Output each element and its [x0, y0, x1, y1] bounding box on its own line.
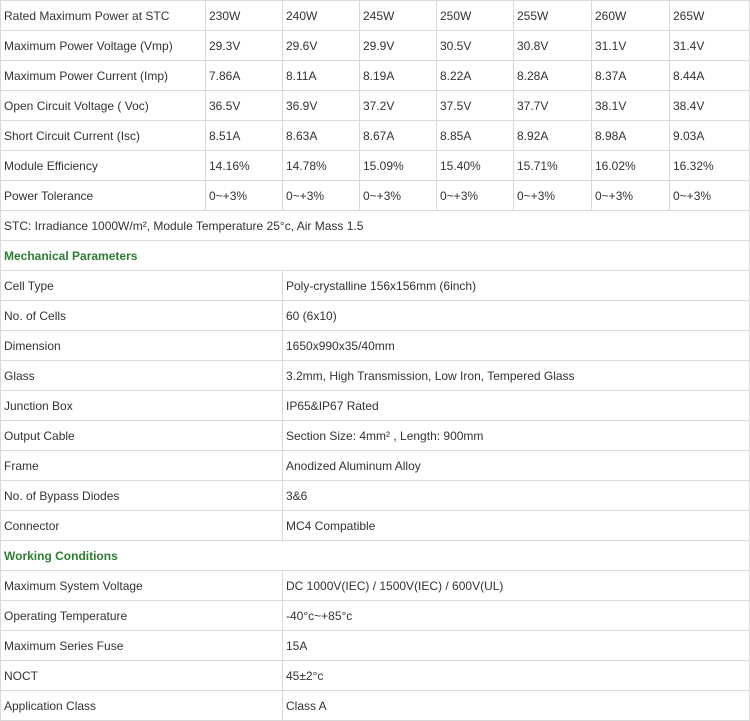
value-cell: 245W — [360, 1, 437, 31]
value-cell: 9.03A — [670, 121, 750, 151]
value-application-class: Class A — [283, 691, 750, 721]
row-application-class — [1, 691, 750, 721]
value-cell: 255W — [514, 1, 592, 31]
value-cell: 15.40% — [437, 151, 514, 181]
value-cell: 29.3V — [206, 31, 283, 61]
value-cell: 14.16% — [206, 151, 283, 181]
row-no-of-cells — [1, 301, 750, 331]
label-efficiency: Module Efficiency — [1, 151, 206, 181]
value-cell: 36.5V — [206, 91, 283, 121]
value-cell: 8.37A — [592, 61, 670, 91]
value-no-of-cells: 60 (6x10) — [283, 301, 750, 331]
row-cell-type — [1, 271, 750, 301]
row-isc — [1, 121, 750, 151]
value-cell: 0~+3% — [592, 181, 670, 211]
value-operating-temperature: -40°c~+85°c — [283, 601, 750, 631]
value-cell: 16.32% — [670, 151, 750, 181]
value-cell: 230W — [206, 1, 283, 31]
label-output-cable: Output Cable — [1, 421, 283, 451]
stc-note: STC: Irradiance 1000W/m², Module Temperature 25°c, Air Mass 1.5 — [1, 211, 750, 241]
row-efficiency — [1, 151, 750, 181]
value-cell: 8.22A — [437, 61, 514, 91]
value-dimension: 1650x990x35/40mm — [283, 331, 750, 361]
label-imp: Maximum Power Current (Imp) — [1, 61, 206, 91]
value-cell: 37.2V — [360, 91, 437, 121]
row-rated-power — [1, 1, 750, 31]
label-no-of-cells: No. of Cells — [1, 301, 283, 331]
row-junction-box — [1, 391, 750, 421]
label-cell-type: Cell Type — [1, 271, 283, 301]
value-cell: 8.63A — [283, 121, 360, 151]
mechanical-section-heading: Mechanical Parameters — [1, 241, 750, 271]
label-max-series-fuse: Maximum Series Fuse — [1, 631, 283, 661]
row-mechanical-heading — [1, 241, 750, 271]
row-bypass-diodes — [1, 481, 750, 511]
value-cell: 0~+3% — [437, 181, 514, 211]
value-cell: 0~+3% — [283, 181, 360, 211]
label-isc: Short Circuit Current (Isc) — [1, 121, 206, 151]
label-max-system-voltage: Maximum System Voltage — [1, 571, 283, 601]
row-output-cable — [1, 421, 750, 451]
row-connector — [1, 511, 750, 541]
value-cell: 14.78% — [283, 151, 360, 181]
value-cell: 29.6V — [283, 31, 360, 61]
row-imp — [1, 61, 750, 91]
row-operating-temperature — [1, 601, 750, 631]
value-cell: 31.4V — [670, 31, 750, 61]
value-cell: 8.67A — [360, 121, 437, 151]
value-cell: 8.51A — [206, 121, 283, 151]
value-cell: 0~+3% — [360, 181, 437, 211]
value-cell: 15.71% — [514, 151, 592, 181]
value-cell: 30.5V — [437, 31, 514, 61]
label-voc: Open Circuit Voltage ( Voc) — [1, 91, 206, 121]
row-working-heading — [1, 541, 750, 571]
value-cell: 0~+3% — [514, 181, 592, 211]
value-cell: 31.1V — [592, 31, 670, 61]
label-frame: Frame — [1, 451, 283, 481]
value-cell: 8.98A — [592, 121, 670, 151]
label-rated-power: Rated Maximum Power at STC — [1, 1, 206, 31]
value-cell: 37.5V — [437, 91, 514, 121]
value-cell: 250W — [437, 1, 514, 31]
value-cell: 15.09% — [360, 151, 437, 181]
label-bypass-diodes: No. of Bypass Diodes — [1, 481, 283, 511]
label-dimension: Dimension — [1, 331, 283, 361]
value-cell: 8.44A — [670, 61, 750, 91]
label-vmp: Maximum Power Voltage (Vmp) — [1, 31, 206, 61]
row-stc-note — [1, 211, 750, 241]
value-connector: MC4 Compatible — [283, 511, 750, 541]
value-cell: 38.1V — [592, 91, 670, 121]
value-cell: 8.92A — [514, 121, 592, 151]
value-cell: 7.86A — [206, 61, 283, 91]
value-cell: 265W — [670, 1, 750, 31]
value-cell: 0~+3% — [670, 181, 750, 211]
row-frame — [1, 451, 750, 481]
label-tolerance: Power Tolerance — [1, 181, 206, 211]
value-max-system-voltage: DC 1000V(IEC) / 1500V(IEC) / 600V(UL) — [283, 571, 750, 601]
working-section-heading: Working Conditions — [1, 541, 750, 571]
row-max-series-fuse — [1, 631, 750, 661]
value-cell: 8.19A — [360, 61, 437, 91]
row-voc — [1, 91, 750, 121]
label-connector: Connector — [1, 511, 283, 541]
value-noct: 45±2°c — [283, 661, 750, 691]
row-glass — [1, 361, 750, 391]
row-tolerance — [1, 181, 750, 211]
value-cell: 30.8V — [514, 31, 592, 61]
value-cell: 8.11A — [283, 61, 360, 91]
value-cell: 8.85A — [437, 121, 514, 151]
value-frame: Anodized Aluminum Alloy — [283, 451, 750, 481]
value-output-cable: Section Size: 4mm² , Length: 900mm — [283, 421, 750, 451]
value-cell: 240W — [283, 1, 360, 31]
row-noct — [1, 661, 750, 691]
value-max-series-fuse: 15A — [283, 631, 750, 661]
row-dimension — [1, 331, 750, 361]
value-cell: 38.4V — [670, 91, 750, 121]
value-cell: 29.9V — [360, 31, 437, 61]
value-cell: 260W — [592, 1, 670, 31]
label-junction-box: Junction Box — [1, 391, 283, 421]
row-max-system-voltage — [1, 571, 750, 601]
label-noct: NOCT — [1, 661, 283, 691]
value-glass: 3.2mm, High Transmission, Low Iron, Tempered Glass — [283, 361, 750, 391]
value-cell: 0~+3% — [206, 181, 283, 211]
value-cell: 16.02% — [592, 151, 670, 181]
value-cell: 36.9V — [283, 91, 360, 121]
value-cell: 37.7V — [514, 91, 592, 121]
label-application-class: Application Class — [1, 691, 283, 721]
value-cell-type: Poly-crystalline 156x156mm (6inch) — [283, 271, 750, 301]
label-glass: Glass — [1, 361, 283, 391]
value-bypass-diodes: 3&6 — [283, 481, 750, 511]
value-cell: 8.28A — [514, 61, 592, 91]
value-junction-box: IP65&IP67 Rated — [283, 391, 750, 421]
row-vmp — [1, 31, 750, 61]
label-operating-temperature: Operating Temperature — [1, 601, 283, 631]
